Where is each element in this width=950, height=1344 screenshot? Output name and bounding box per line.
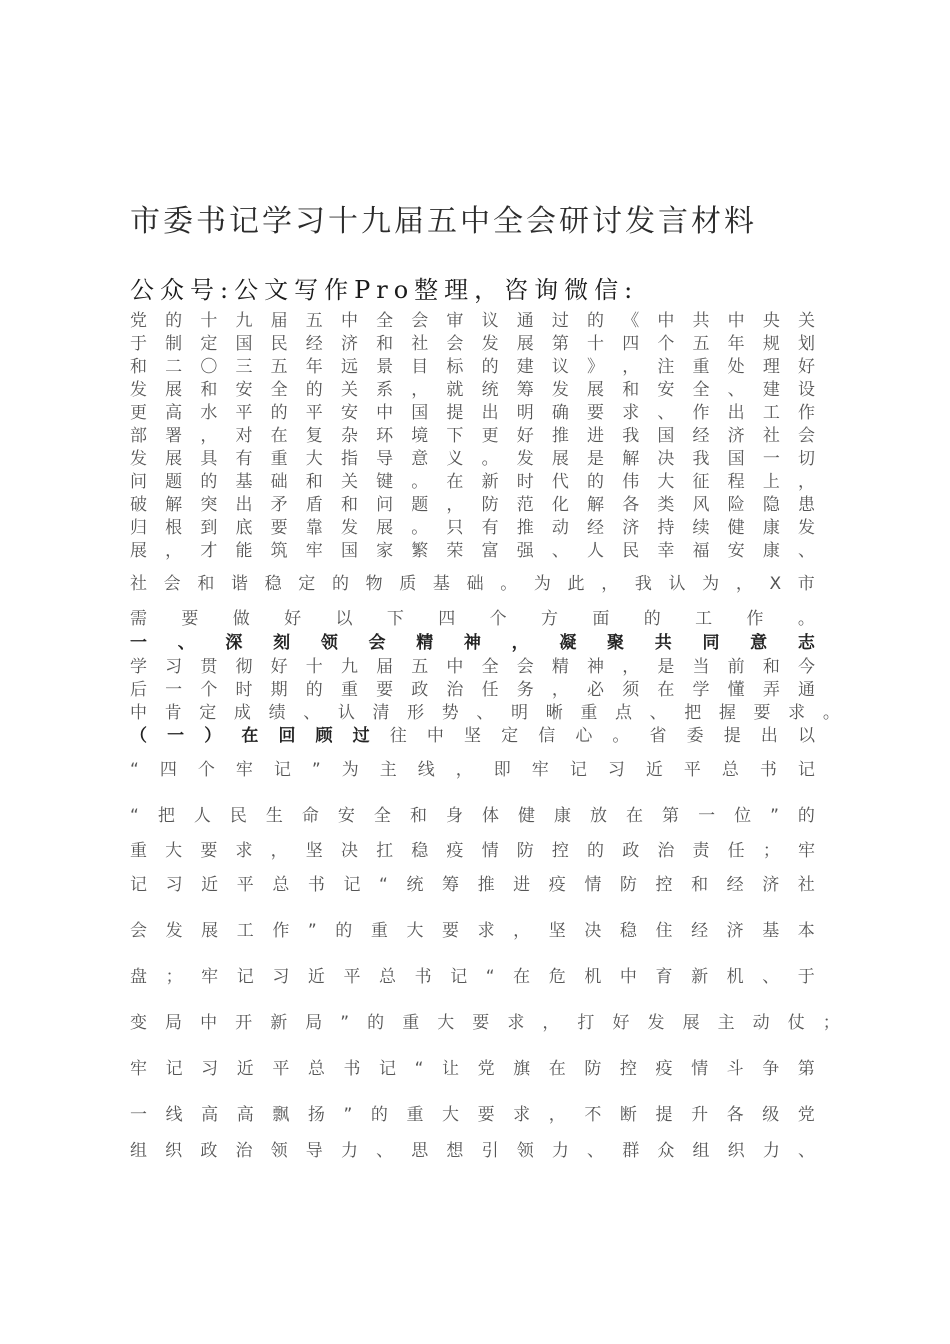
text-line: 社 会 和 谐 稳 定 的 物 质 基 础 。 为 此 ， 我 认 为 ， X 市 <box>130 574 815 594</box>
text-line: 于 制 定 国 民 经 济 和 社 会 发 展 第 十 四 个 五 年 规 划 <box>130 334 815 354</box>
text-line: 学 习 贯 彻 好 十 九 届 五 中 全 会 精 神 ， 是 当 前 和 今 <box>130 657 815 677</box>
text-line: 和 二 〇 三 五 年 远 景 目 标 的 建 议 》 ， 注 重 处 理 好 <box>130 357 815 377</box>
document-title: 市委书记学习十九届五中全会研讨发言材料 <box>130 204 757 239</box>
section-heading: 一 、 深 刻 领 会 精 神 ， 凝 聚 共 同 意 志 <box>130 633 815 653</box>
text-line: 变 局 中 开 新 局 ” 的 重 大 要 求 ， 打 好 发 展 主 动 仗 ； <box>130 1013 840 1033</box>
text-line: 破 解 突 出 矛 盾 和 问 题 ， 防 范 化 解 各 类 风 险 隐 患 <box>130 495 815 515</box>
text-line: 党 的 十 九 届 五 中 全 会 审 议 通 过 的 《 中 共 中 央 关 <box>130 311 815 331</box>
text-line: 盘 ； 牢 记 习 近 平 总 书 记 “ 在 危 机 中 育 新 机 、 于 <box>130 967 815 987</box>
subsection-line: （ 一 ） 在 回 顾 过 往 中 坚 定 信 心 。 省 委 提 出 以 <box>130 726 815 746</box>
text-line: 中 肯 定 成 绩 、 认 清 形 势 、 明 晰 重 点 、 把 握 要 求 。 <box>130 703 840 723</box>
text-line: 后 一 个 时 期 的 重 要 政 治 任 务 ， 必 须 在 学 懂 弄 通 <box>130 680 815 700</box>
text-line: 一 线 高 高 飘 扬 ” 的 重 大 要 求 ， 不 断 提 升 各 级 党 <box>130 1105 815 1125</box>
text-line: 牢 记 习 近 平 总 书 记 “ 让 党 旗 在 防 控 疫 情 斗 争 第 <box>130 1059 815 1079</box>
text-line: 部 署 ， 对 在 复 杂 环 境 下 更 好 推 进 我 国 经 济 社 会 <box>130 426 815 446</box>
text-line: 发 展 具 有 重 大 指 导 意 义 。 发 展 是 解 决 我 国 一 切 <box>130 449 815 469</box>
text-line: 重 大 要 求 ， 坚 决 扛 稳 疫 情 防 控 的 政 治 责 任 ； 牢 <box>130 841 815 861</box>
text-line: 记 习 近 平 总 书 记 “ 统 筹 推 进 疫 情 防 控 和 经 济 社 <box>130 875 815 895</box>
document-subtitle: 公众号:公文写作Pro整理，咨询微信: <box>130 276 639 304</box>
text-line: 展 ， 才 能 筑 牢 国 家 繁 荣 富 强 、 人 民 幸 福 安 康 、 <box>130 541 815 561</box>
text-line: 问 题 的 基 础 和 关 键 。 在 新 时 代 的 伟 大 征 程 上 ， <box>130 472 815 492</box>
text-line: 组 织 政 治 领 导 力 、 思 想 引 领 力 、 群 众 组 织 力 、 <box>130 1141 815 1161</box>
text-line: 发 展 和 安 全 的 关 系 ， 就 统 筹 发 展 和 安 全 、 建 设 <box>130 380 815 400</box>
text-line: 需 要 做 好 以 下 四 个 方 面 的 工 作 。 <box>130 609 815 629</box>
text-line: 归 根 到 底 要 靠 发 展 。 只 有 推 动 经 济 持 续 健 康 发 <box>130 518 815 538</box>
text-line: “ 把 人 民 生 命 安 全 和 身 体 健 康 放 在 第 一 位 ” 的 <box>130 806 815 826</box>
text-line: 更 高 水 平 的 平 安 中 国 提 出 明 确 要 求 、 作 出 工 作 <box>130 403 815 423</box>
text-line: 会 发 展 工 作 ” 的 重 大 要 求 ， 坚 决 稳 住 经 济 基 本 <box>130 921 815 941</box>
text-line: “ 四 个 牢 记 ” 为 主 线 ， 即 牢 记 习 近 平 总 书 记 <box>130 760 815 780</box>
